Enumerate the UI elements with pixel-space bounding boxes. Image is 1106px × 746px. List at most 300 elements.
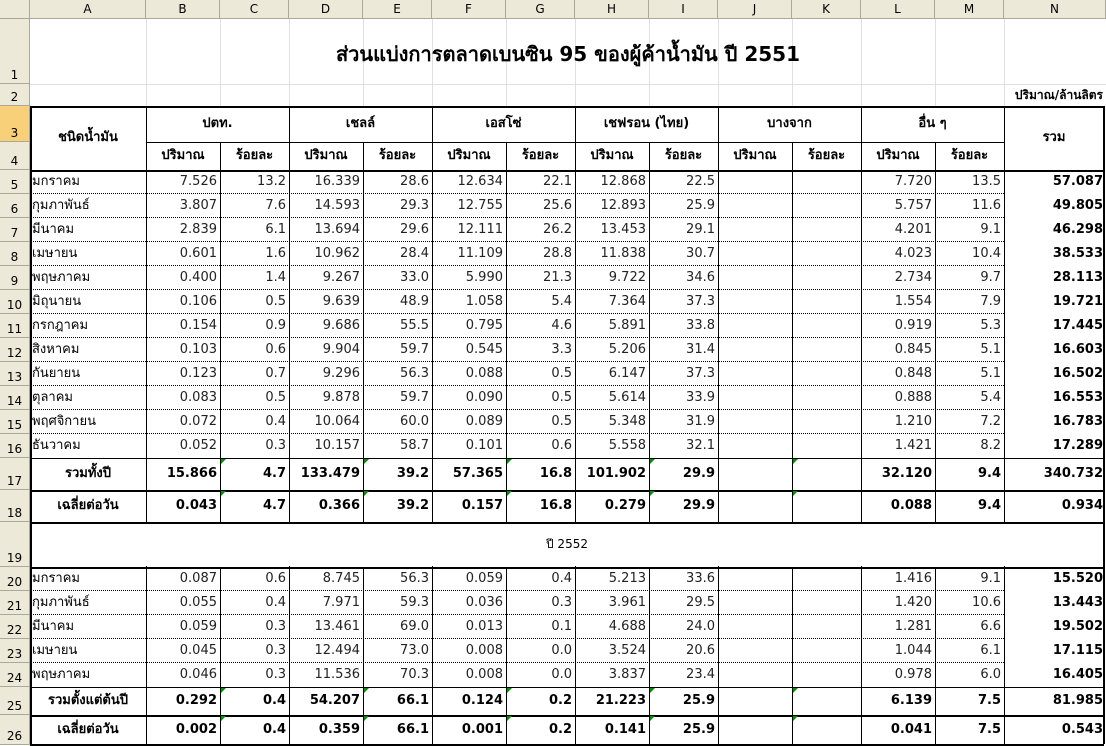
row-header-26[interactable]: 26 — [0, 715, 30, 745]
grid-line — [575, 84, 576, 106]
grid-line — [363, 242, 364, 266]
row-2551-cell — [792, 266, 861, 290]
grid-line — [792, 663, 793, 687]
grid-line — [792, 242, 793, 266]
row-2552-cell: 29.5 — [686, 595, 715, 610]
grid-line — [506, 242, 507, 266]
row-2551-cell — [792, 170, 861, 194]
grid-line — [506, 615, 507, 639]
row-2551-cell: 5.614 — [608, 390, 646, 405]
row-2552-cell: 1.416 — [894, 571, 932, 586]
error-indicator[interactable] — [793, 459, 798, 464]
column-header-a[interactable]: A — [30, 0, 146, 19]
row-2551-cell: 2.839 — [179, 222, 217, 237]
grid-line — [30, 715, 1104, 717]
sum-2552-cell: 6.139 — [890, 693, 932, 708]
error-indicator[interactable] — [221, 459, 226, 464]
grid-line — [649, 663, 650, 687]
row-2551-cell: 22.5 — [686, 174, 715, 189]
sum-2551-cell: 9.4 — [977, 498, 1001, 513]
row-2552-cell: 23.4 — [686, 667, 715, 682]
column-header-h[interactable]: H — [575, 0, 649, 19]
row-header-20[interactable]: 20 — [0, 567, 30, 591]
row-2552-cell: 0.013 — [465, 619, 503, 634]
grid-line — [649, 242, 650, 266]
grid-line — [363, 567, 364, 591]
sum-2552-cell: 81.985 — [1052, 693, 1103, 708]
row-2551-cell: 34.6 — [686, 270, 715, 285]
row-2551-cell: 11.109 — [457, 246, 503, 261]
unit-label: ปริมาณ/ล้านลิตร — [1014, 88, 1103, 102]
sheet-title: ส่วนแบ่งการตลาดเบนซิน 95 ของผู้ค้าน้ำมัน ปี 2551 — [335, 42, 801, 66]
row-2551-cell — [718, 194, 792, 218]
row-2551-cell: 11.838 — [600, 246, 646, 261]
grid-line — [363, 314, 364, 338]
grid-line — [935, 567, 936, 591]
error-indicator[interactable] — [793, 716, 798, 721]
row-2551-cell: 29.3 — [400, 198, 429, 213]
grid-line — [363, 142, 364, 170]
column-header-e[interactable]: E — [363, 0, 432, 19]
header-total: รวม — [1042, 130, 1066, 145]
row-2552-label: กุมภาพันธ์ — [32, 595, 90, 610]
row-2552-cell: 0.3 — [265, 643, 286, 658]
grid-line — [506, 314, 507, 338]
sum-2552-cell: 0.002 — [175, 722, 217, 737]
row-header-21[interactable]: 21 — [0, 591, 30, 615]
column-header-n[interactable]: N — [1004, 0, 1106, 19]
row-2552-cell — [718, 615, 792, 639]
row-2552-cell: 6.6 — [980, 619, 1001, 634]
error-indicator[interactable] — [221, 716, 226, 721]
grid-line — [649, 84, 650, 106]
sum-2551-cell — [718, 458, 792, 490]
row-2551-cell: 0.6 — [551, 438, 572, 453]
grid-line — [363, 170, 364, 194]
grid-line — [792, 338, 793, 362]
row-2552-cell: 3.961 — [608, 595, 646, 610]
grid-line — [363, 663, 364, 687]
row-2552-cell: 59.3 — [400, 595, 429, 610]
row-2551-cell: 9.686 — [322, 318, 360, 333]
sum-2552-cell — [792, 715, 861, 745]
grid-line — [649, 639, 650, 663]
row-2551-cell: 0.845 — [894, 342, 932, 357]
row-2551-cell: 10.157 — [314, 438, 360, 453]
column-header-l[interactable]: L — [861, 0, 935, 19]
header-qty: ปริมาณ — [590, 148, 634, 163]
sum-2551-cell: 29.9 — [682, 498, 715, 513]
error-indicator[interactable] — [507, 716, 512, 721]
row-2551-cell: 0.3 — [265, 438, 286, 453]
row-header-14[interactable]: 14 — [0, 386, 30, 410]
column-header-m[interactable]: M — [935, 0, 1004, 19]
row-2551-cell — [792, 386, 861, 410]
column-header-f[interactable]: F — [432, 0, 506, 19]
row-2551-cell: 6.147 — [608, 366, 646, 381]
row-2551-label: กุมภาพันธ์ — [32, 198, 90, 213]
row-2551-label: ธันวาคม — [32, 438, 81, 453]
row-2551-cell: 12.868 — [600, 174, 646, 189]
row-header-5[interactable]: 5 — [0, 170, 30, 194]
row-2551-cell — [718, 218, 792, 242]
grid-line — [861, 84, 862, 106]
row-2551-cell: 12.755 — [457, 198, 503, 213]
error-indicator[interactable] — [650, 716, 655, 721]
row-2551-cell: 59.7 — [400, 342, 429, 357]
row-2551-cell: 0.9 — [265, 318, 286, 333]
error-indicator[interactable] — [507, 491, 512, 496]
grid-line — [792, 410, 793, 434]
row-2551-cell: 5.3 — [980, 318, 1001, 333]
row-2551-cell: 31.9 — [686, 414, 715, 429]
row-2551-cell: 5.4 — [980, 390, 1001, 405]
row-2552-cell: 0.3 — [265, 667, 286, 682]
row-2551-cell: 5.348 — [608, 414, 646, 429]
row-2552-cell — [792, 663, 861, 687]
sum-2552-cell — [792, 687, 861, 715]
row-2551-cell: 16.603 — [1052, 342, 1103, 357]
row-2551-cell — [792, 434, 861, 458]
row-2551-cell: 13.453 — [600, 222, 646, 237]
row-2551-cell: 0.545 — [465, 342, 503, 357]
row-2551-cell: 37.3 — [686, 366, 715, 381]
grid-line — [506, 639, 507, 663]
error-indicator[interactable] — [507, 688, 512, 693]
row-2551-cell: 59.7 — [400, 390, 429, 405]
row-2551-cell: 1.554 — [894, 294, 932, 309]
row-header-15[interactable]: 15 — [0, 410, 30, 434]
sum-2552-cell: 0.124 — [461, 693, 503, 708]
row-2551-cell: 9.296 — [322, 366, 360, 381]
row-2551-label: ตุลาคม — [32, 390, 73, 405]
row-2551-cell: 0.088 — [465, 366, 503, 381]
row-2552-cell: 0.008 — [465, 643, 503, 658]
row-2552-cell: 6.0 — [980, 667, 1001, 682]
sum-2551-cell: 340.732 — [1043, 466, 1103, 481]
row-2551-cell: 0.7 — [265, 366, 286, 381]
row-2552-cell: 0.4 — [265, 595, 286, 610]
sum-2551-cell — [718, 490, 792, 522]
row-2551-cell: 33.9 — [686, 390, 715, 405]
grid-line — [935, 687, 936, 715]
grid-line — [220, 615, 221, 639]
grid-line — [506, 663, 507, 687]
sum-2552-cell: 25.9 — [682, 693, 715, 708]
row-2551-cell: 0.5 — [265, 294, 286, 309]
grid-line — [935, 715, 936, 745]
row-2551-cell: 0.888 — [894, 390, 932, 405]
row-2551-cell: 57.087 — [1052, 174, 1103, 189]
row-header-6[interactable]: 6 — [0, 194, 30, 218]
column-header-j[interactable]: J — [718, 0, 792, 19]
row-header-11[interactable]: 11 — [0, 314, 30, 338]
grid-line — [363, 386, 364, 410]
sum-2551-cell: 15.866 — [166, 466, 217, 481]
row-2551-cell: 17.445 — [1052, 318, 1103, 333]
row-2552-cell: 1.281 — [894, 619, 932, 634]
row-2551-cell: 4.023 — [894, 246, 932, 261]
row-header-8[interactable]: 8 — [0, 242, 30, 266]
sum-2551-cell: 39.2 — [396, 498, 429, 513]
row-2551-cell: 3.807 — [179, 198, 217, 213]
sum-2551-cell: 39.2 — [396, 466, 429, 481]
row-header-13[interactable]: 13 — [0, 362, 30, 386]
column-header-i[interactable]: I — [649, 0, 718, 19]
grid-line — [649, 194, 650, 218]
header-pct: ร้อยละ — [235, 148, 274, 163]
row-2551-cell: 7.2 — [980, 414, 1001, 429]
error-indicator[interactable] — [650, 688, 655, 693]
row-header-10[interactable]: 10 — [0, 290, 30, 314]
sum-2552-cell: 66.1 — [396, 693, 429, 708]
row-header-4[interactable]: 4 — [0, 142, 30, 170]
grid-line — [363, 218, 364, 242]
row-header-19[interactable]: 19 — [0, 522, 30, 567]
grid-line — [363, 615, 364, 639]
error-indicator[interactable] — [793, 491, 798, 496]
grid-line — [220, 142, 221, 170]
row-2551-cell: 25.9 — [686, 198, 715, 213]
sum-2551-cell: 0.934 — [1061, 498, 1103, 513]
row-2551-cell: 10.962 — [314, 246, 360, 261]
sum-2551-cell: 0.157 — [461, 498, 503, 513]
row-2551-cell: 30.7 — [686, 246, 715, 261]
row-2551-cell: 7.526 — [179, 174, 217, 189]
row-2551-cell — [718, 170, 792, 194]
error-indicator[interactable] — [507, 459, 512, 464]
row-2551-cell: 5.891 — [608, 318, 646, 333]
grid-line — [220, 639, 221, 663]
row-2551-cell: 7.364 — [608, 294, 646, 309]
row-2552-cell: 5.213 — [608, 571, 646, 586]
row-header-2[interactable]: 2 — [0, 84, 30, 106]
row-2551-cell: 5.1 — [980, 366, 1001, 381]
row-2551-cell: 16.502 — [1052, 366, 1103, 381]
grid-line — [792, 639, 793, 663]
error-indicator[interactable] — [364, 459, 369, 464]
row-header-7[interactable]: 7 — [0, 218, 30, 242]
sum-2551-label: รวมทั้งปี — [64, 466, 112, 481]
sum-2551-cell: 4.7 — [262, 466, 286, 481]
row-2552-cell: 6.1 — [980, 643, 1001, 658]
sum-2551-cell: 16.8 — [539, 498, 572, 513]
grid-line — [432, 84, 433, 106]
grid-line — [935, 242, 936, 266]
grid-line — [792, 362, 793, 386]
row-2551-cell: 0.101 — [465, 438, 503, 453]
row-header-24[interactable]: 24 — [0, 663, 30, 687]
row-header-16[interactable]: 16 — [0, 434, 30, 458]
grid-line — [792, 170, 793, 194]
row-2551-cell — [792, 338, 861, 362]
row-2551-cell: 14.593 — [314, 198, 360, 213]
row-2552-cell: 9.1 — [980, 571, 1001, 586]
row-2551-cell — [718, 242, 792, 266]
row-2551-cell — [718, 266, 792, 290]
header-qty: ปริมาณ — [304, 148, 348, 163]
grid-line — [289, 84, 290, 106]
error-indicator[interactable] — [650, 491, 655, 496]
row-header-17[interactable]: 17 — [0, 458, 30, 490]
column-header-k[interactable]: K — [792, 0, 861, 19]
column-header-d[interactable]: D — [289, 0, 363, 19]
row-2551-label: มีนาคม — [32, 222, 75, 237]
row-2551-cell: 25.6 — [543, 198, 572, 213]
grid-line — [649, 170, 650, 194]
row-2551-cell — [792, 410, 861, 434]
row-2552-cell: 0.0 — [551, 667, 572, 682]
row-2552-cell: 73.0 — [400, 643, 429, 658]
row-2552-cell — [718, 567, 792, 591]
row-2551-label: มกราคม — [32, 174, 80, 189]
row-2551-cell: 5.206 — [608, 342, 646, 357]
row-2551-cell: 16.339 — [314, 174, 360, 189]
column-header-c[interactable]: C — [220, 0, 289, 19]
row-2551-label: พฤศจิกายน — [32, 414, 96, 429]
grid-line — [649, 218, 650, 242]
error-indicator[interactable] — [221, 491, 226, 496]
sum-2552-cell: 66.1 — [396, 722, 429, 737]
row-2551-cell: 16.783 — [1052, 414, 1103, 429]
grid-line — [935, 142, 936, 170]
sum-2552-cell: 21.223 — [595, 693, 646, 708]
row-2551-cell: 12.893 — [600, 198, 646, 213]
row-header-25[interactable]: 25 — [0, 687, 30, 715]
grid-line — [792, 591, 793, 615]
grid-line — [935, 458, 936, 490]
row-2552-cell: 3.837 — [608, 667, 646, 682]
grid-line — [649, 410, 650, 434]
row-2552-cell: 13.461 — [314, 619, 360, 634]
row-2551-cell: 0.6 — [265, 342, 286, 357]
header-pct: ร้อยละ — [950, 148, 989, 163]
header-company-0: ปตท. — [202, 116, 233, 131]
grid-line — [792, 386, 793, 410]
sum-2552-cell — [718, 715, 792, 745]
row-2551-cell: 9.267 — [322, 270, 360, 285]
row-2551-cell: 28.8 — [543, 246, 572, 261]
row-2552-cell: 0.978 — [894, 667, 932, 682]
row-2551-cell: 0.795 — [465, 318, 503, 333]
row-2551-cell: 21.3 — [543, 270, 572, 285]
grid-line — [220, 242, 221, 266]
grid-line — [363, 591, 364, 615]
row-2551-cell: 7.720 — [894, 174, 932, 189]
grid-line — [935, 338, 936, 362]
row-2551-cell: 0.089 — [465, 414, 503, 429]
row-2551-cell: 9.7 — [980, 270, 1001, 285]
row-2551-cell — [718, 386, 792, 410]
row-2551-cell: 0.052 — [179, 438, 217, 453]
row-2551-cell — [792, 314, 861, 338]
grid-line — [506, 567, 507, 591]
row-header-1[interactable]: 1 — [0, 19, 30, 84]
row-2551-cell: 5.757 — [894, 198, 932, 213]
grid-line — [220, 663, 221, 687]
error-indicator[interactable] — [650, 459, 655, 464]
error-indicator[interactable] — [364, 491, 369, 496]
grid-line — [363, 434, 364, 458]
row-header-18[interactable]: 18 — [0, 490, 30, 522]
grid-line — [792, 314, 793, 338]
grid-line — [792, 194, 793, 218]
grid-line — [935, 639, 936, 663]
error-indicator[interactable] — [364, 688, 369, 693]
row-header-3[interactable]: 3 — [0, 106, 30, 142]
column-header-b[interactable]: B — [146, 0, 220, 19]
row-2551-cell: 0.5 — [551, 390, 572, 405]
row-2551-cell: 37.3 — [686, 294, 715, 309]
row-2552-cell: 7.971 — [322, 595, 360, 610]
row-2551-cell: 5.558 — [608, 438, 646, 453]
row-header-23[interactable]: 23 — [0, 639, 30, 663]
grid-line — [649, 434, 650, 458]
grid-line — [935, 266, 936, 290]
sum-2552-cell: 0.4 — [262, 693, 286, 708]
row-2551-cell: 9.639 — [322, 294, 360, 309]
row-2551-cell — [718, 362, 792, 386]
row-2551-cell: 28.113 — [1052, 270, 1103, 285]
error-indicator[interactable] — [793, 688, 798, 693]
row-2552-cell: 0.1 — [551, 619, 572, 634]
row-2551-cell: 1.421 — [894, 438, 932, 453]
row-2552-cell: 0.046 — [179, 667, 217, 682]
sum-2552-cell: 0.001 — [461, 722, 503, 737]
row-2551-cell: 32.1 — [686, 438, 715, 453]
row-2551-cell — [792, 194, 861, 218]
grid-line — [649, 386, 650, 410]
error-indicator[interactable] — [221, 688, 226, 693]
row-2552-cell: 12.494 — [314, 643, 360, 658]
row-header-22[interactable]: 22 — [0, 615, 30, 639]
grid-line — [506, 362, 507, 386]
header-qty: ปริมาณ — [876, 148, 920, 163]
row-2551-cell — [718, 338, 792, 362]
row-2551-cell: 10.064 — [314, 414, 360, 429]
grid-line — [506, 84, 507, 106]
grid-line — [220, 386, 221, 410]
error-indicator[interactable] — [364, 716, 369, 721]
row-2551-label: พฤษภาคม — [32, 270, 91, 285]
row-2551-cell: 5.1 — [980, 342, 1001, 357]
row-2551-cell: 7.9 — [980, 294, 1001, 309]
row-2552-cell: 1.044 — [894, 643, 932, 658]
column-header-g[interactable]: G — [506, 0, 575, 19]
row-2552-cell: 0.055 — [179, 595, 217, 610]
grid-line — [649, 567, 650, 591]
row-2551-cell — [792, 218, 861, 242]
grid-line — [935, 591, 936, 615]
row-2552-cell — [792, 615, 861, 639]
row-2551-cell: 0.083 — [179, 390, 217, 405]
row-2551-cell — [718, 290, 792, 314]
row-2551-cell: 0.5 — [265, 390, 286, 405]
grid-line — [792, 218, 793, 242]
grid-line — [506, 386, 507, 410]
sum-2552-cell: 0.2 — [548, 693, 572, 708]
row-2551-cell: 28.4 — [400, 246, 429, 261]
row-2551-cell: 1.058 — [465, 294, 503, 309]
select-all-corner[interactable] — [0, 0, 30, 19]
row-header-12[interactable]: 12 — [0, 338, 30, 362]
row-header-9[interactable]: 9 — [0, 266, 30, 290]
row-2551-cell: 13.5 — [972, 174, 1001, 189]
row-2551-cell: 9.878 — [322, 390, 360, 405]
row-2552-cell — [792, 591, 861, 615]
row-2552-cell: 0.0 — [551, 643, 572, 658]
row-2552-cell: 70.3 — [400, 667, 429, 682]
